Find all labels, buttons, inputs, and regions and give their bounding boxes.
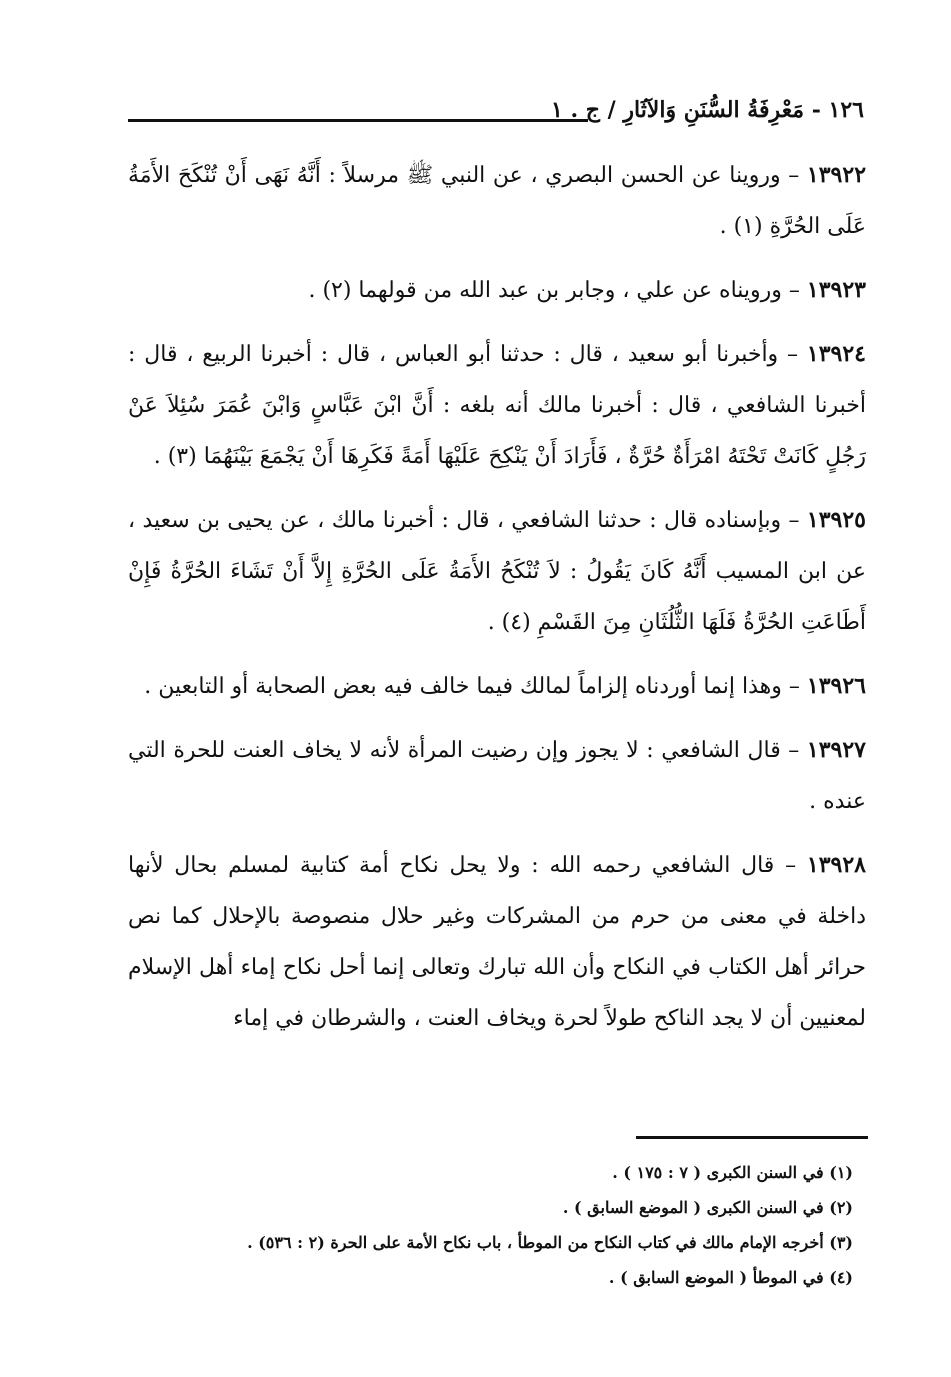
footnote-2: (٢) في السنن الكبرى ( الموضع السابق ) . [562, 1198, 853, 1217]
header-rule [128, 119, 588, 122]
footnote-4: (٤) في الموطأ ( الموضع السابق ) . [608, 1268, 853, 1287]
paragraph-number: ١٣٩٢٦ [806, 673, 866, 699]
paragraph-text: – ورويناه عن علي ، وجابر بن عبد الله من قولهما (٢) . [308, 278, 800, 303]
paragraph-text: – قال الشافعي رحمه الله : ولا يحل نكاح أمة كتابية لمسلم بحال لأنها داخلة في معنى من حرم من المشركات وغير حلال منصوصة بالإحلال كما نص حرائر أهل الكتاب في النكاح وأن الله تبارك وتعالى إنما أحل نكاح إماء أهل الإسلام لمعنيين أن لا يجد الناكح طولاً لحرة ويخاف العنت ، والشرطان في إماء [128, 853, 866, 1031]
paragraph-number: ١٣٩٢٤ [806, 341, 866, 367]
paragraph-13924 [128, 329, 866, 482]
paragraph-13926 [128, 661, 866, 712]
paragraph-number: ١٣٩٢٢ [806, 162, 867, 188]
paragraph-13927 [128, 725, 866, 827]
footnote-separator [636, 1136, 868, 1139]
paragraph-text: – وروينا عن الحسن البصري ، عن النبي ﷺ مرسلاً : أَنَّهُ نَهَى أَنْ تُنْكَحَ الأَمَةُ عَلَى الحُرَّةِ (١) . [128, 163, 866, 239]
paragraph-number: ١٣٩٢٥ [806, 507, 866, 533]
footnote-3: (٣) أخرجه الإمام مالك في كتاب النكاح من الموطأ ، باب نكاح الأمة على الحرة (٢ : ٥٣٦) . [247, 1233, 853, 1252]
main-text [128, 150, 866, 1057]
paragraph-text: – وبإسناده قال : حدثنا الشافعي ، قال : أخبرنا مالك ، عن يحيى بن سعيد ، عن ابن المسيب أَنَّهُ كَانَ يَقُولُ : لاَ تُنْكَحُ الأَمَةُ عَلَى الحُرَّةِ إِلاَّ أَنْ تَشَاءَ الحُرَّةُ فَإِنْ أَطَاعَتِ الحُرَّةُ فَلَهَا الثُّلُثَانِ مِنَ القَسْمِ (٤) . [128, 508, 866, 635]
paragraph-number: ١٣٩٢٧ [806, 737, 866, 763]
footnote-1: (١) في السنن الكبرى ( ٧ : ١٧٥ ) . [612, 1163, 853, 1182]
paragraph-13923 [128, 265, 866, 316]
footnotes [128, 1155, 853, 1295]
paragraph-13928 [128, 840, 866, 1044]
paragraph-text: – قال الشافعي : لا يجوز وإن رضيت المرأة لأنه لا يخاف العنت للحرة التي عنده . [128, 738, 866, 814]
paragraph-13925 [128, 495, 866, 648]
header-title: ١٢٦ - مَعْرِفَةُ السُّنَنِ وَالآثَارِ / ج . ١ [551, 97, 864, 123]
paragraph-text: – وهذا إنما أوردناه إلزاماً لمالك فيما خالف فيه بعض الصحابة أو التابعين . [144, 674, 800, 699]
paragraph-number: ١٣٩٢٨ [806, 852, 866, 878]
paragraph-13922 [128, 150, 866, 252]
paragraph-number: ١٣٩٢٣ [806, 277, 866, 303]
paragraph-text: – وأخبرنا أبو سعيد ، قال : حدثنا أبو العباس ، قال : أخبرنا الربيع ، قال : أخبرنا الشافعي ، قال : أخبرنا مالك أنه بلغه : أَنَّ ابْنَ عَبَّاسٍ وَابْنَ عُمَرَ سُئِلاَ عَنْ رَجُلٍ كَانَتْ تَحْتَهُ امْرَأَةٌ حُرَّةٌ ، فَأَرَادَ أَنْ يَنْكِحَ عَلَيْهَا أَمَةً فَكَرِهَا أَنْ يَجْمَعَ بَيْنَهُمَا (٣) . [128, 342, 866, 469]
running-header [128, 95, 864, 135]
